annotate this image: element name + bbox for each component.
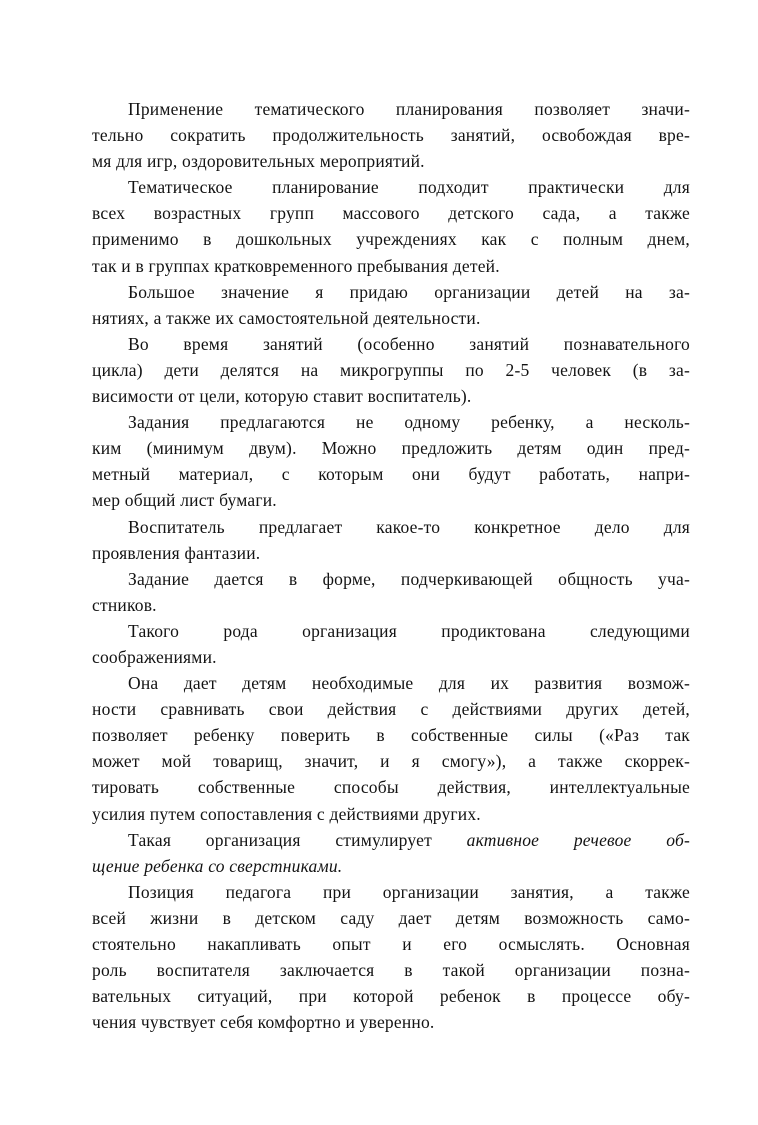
text-line bbox=[92, 827, 690, 853]
text-segment: так и в группах кратковременного пребывания детей. bbox=[92, 255, 500, 276]
text-segment: всех возрастных групп массового детского сада, а также bbox=[92, 203, 690, 224]
text-segment: Позиция педагога при организации занятия, а также bbox=[128, 881, 690, 902]
text-segment: тельно сократить продолжительность занятий, освобождая вре- bbox=[92, 125, 690, 146]
paragraph bbox=[92, 879, 690, 1036]
text-line bbox=[92, 801, 690, 827]
text-segment: Задание дается в форме, подчеркивающей общность уча- bbox=[128, 568, 690, 589]
paragraph bbox=[92, 618, 690, 670]
text-segment: мя для игр, оздоровительных мероприятий. bbox=[92, 151, 425, 172]
text-line bbox=[92, 957, 690, 983]
text-segment: чения чувствует себя комфортно и уверенно. bbox=[92, 1012, 435, 1033]
text-segment: Такая организация стимулирует bbox=[128, 829, 467, 850]
text-segment: мер общий лист бумаги. bbox=[92, 490, 277, 511]
paragraph bbox=[92, 174, 690, 278]
text-segment: Большое значение я придаю организации детей на за- bbox=[128, 281, 690, 302]
text-segment: Воспитатель предлагает какое-то конкретное дело для bbox=[128, 516, 690, 537]
text-line bbox=[92, 696, 690, 722]
text-segment: Во время занятий (особенно занятий познавательного bbox=[128, 333, 690, 354]
text-line bbox=[92, 279, 690, 305]
text-line bbox=[92, 879, 690, 905]
text-line bbox=[92, 226, 690, 252]
paragraph bbox=[92, 409, 690, 513]
text-segment: нятиях, а также их самостоятельной деятельности. bbox=[92, 307, 481, 328]
text-line bbox=[92, 514, 690, 540]
text-line bbox=[92, 461, 690, 487]
text-line bbox=[92, 1009, 690, 1035]
italic-text-segment: щение ребенка со сверстниками. bbox=[92, 855, 343, 876]
text-line bbox=[92, 748, 690, 774]
italic-text-segment: активное речевое об- bbox=[466, 829, 690, 850]
text-segment: роль воспитателя заключается в такой организации позна- bbox=[92, 960, 690, 981]
text-line bbox=[92, 670, 690, 696]
text-segment: Такого рода организация продиктована следующими bbox=[128, 620, 690, 641]
text-line bbox=[92, 435, 690, 461]
text-segment: усилия путем сопоставления с действиями других. bbox=[92, 803, 481, 824]
text-segment: ким (минимум двум). Можно предложить детям один пред- bbox=[92, 438, 690, 459]
text-block bbox=[92, 96, 690, 1035]
paragraph bbox=[92, 514, 690, 566]
paragraph bbox=[92, 279, 690, 331]
text-segment: всей жизни в детском саду дает детям возможность само- bbox=[92, 907, 690, 928]
text-segment: стников. bbox=[92, 594, 157, 615]
text-line bbox=[92, 148, 690, 174]
text-segment: соображениями. bbox=[92, 646, 217, 667]
paragraph bbox=[92, 670, 690, 827]
text-line bbox=[92, 592, 690, 618]
text-segment: Она дает детям необходимые для их развития возмож- bbox=[128, 673, 690, 694]
paragraph bbox=[92, 331, 690, 409]
text-line bbox=[92, 253, 690, 279]
text-line bbox=[92, 644, 690, 670]
paragraph bbox=[92, 827, 690, 879]
text-segment: позволяет ребенку поверить в собственные силы («Раз так bbox=[92, 725, 690, 746]
text-segment: тировать собственные способы действия, интеллектуальные bbox=[92, 777, 690, 798]
text-segment: Применение тематического планирования позволяет значи- bbox=[128, 99, 690, 119]
text-line bbox=[92, 540, 690, 566]
text-line bbox=[92, 122, 690, 148]
text-line bbox=[92, 200, 690, 226]
text-line bbox=[92, 931, 690, 957]
text-segment: метный материал, с которым они будут работать, напри- bbox=[92, 464, 690, 485]
text-line bbox=[92, 174, 690, 200]
text-segment: может мой товарищ, значит, и я смогу»), а также скоррек- bbox=[92, 751, 690, 772]
text-line bbox=[92, 96, 690, 122]
text-line bbox=[92, 722, 690, 748]
paragraph bbox=[92, 96, 690, 174]
text-segment: проявления фантазии. bbox=[92, 542, 261, 563]
text-segment: ности сравнивать свои действия с действиями других детей, bbox=[92, 699, 690, 720]
text-line bbox=[92, 357, 690, 383]
text-segment: стоятельно накапливать опыт и его осмыслять. Основная bbox=[92, 934, 690, 954]
text-line bbox=[92, 983, 690, 1009]
text-line bbox=[92, 409, 690, 435]
text-line bbox=[92, 905, 690, 931]
text-segment: вательных ситуаций, при которой ребенок в процессе обу- bbox=[92, 986, 690, 1007]
paragraph bbox=[92, 566, 690, 618]
text-line bbox=[92, 383, 690, 409]
text-line bbox=[92, 305, 690, 331]
text-line bbox=[92, 774, 690, 800]
text-segment: применимо в дошкольных учреждениях как с полным днем, bbox=[92, 229, 690, 250]
text-line bbox=[92, 331, 690, 357]
text-segment: цикла) дети делятся на микрогруппы по 2-5 человек (в за- bbox=[92, 359, 690, 380]
text-segment: Тематическое планирование подходит практически для bbox=[128, 177, 690, 198]
text-segment: Задания предлагаются не одному ребенку, а несколь- bbox=[128, 412, 690, 433]
text-line bbox=[92, 618, 690, 644]
text-line bbox=[92, 487, 690, 513]
text-line bbox=[92, 853, 690, 879]
text-segment: висимости от цели, которую ставит воспитатель). bbox=[92, 386, 472, 407]
text-line bbox=[92, 566, 690, 592]
